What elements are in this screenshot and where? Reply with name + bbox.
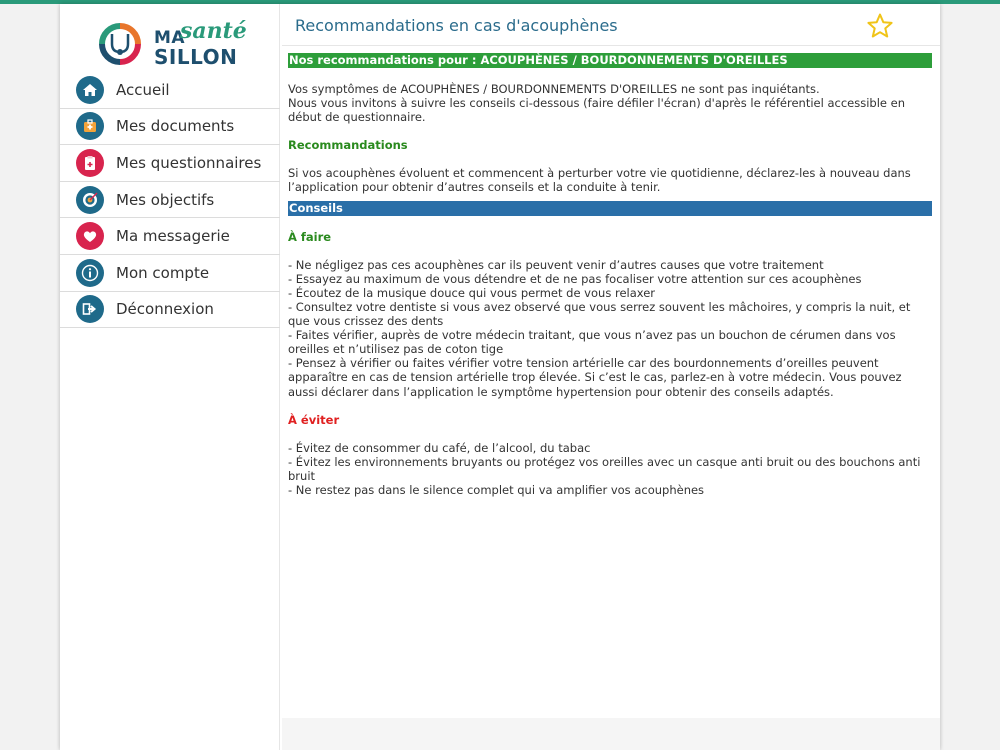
sidebar-item-deconnexion[interactable] [60, 292, 280, 329]
logo-text-sante: santé [180, 18, 247, 44]
list-item: - Pensez à vérifier ou faites vérifier votre tension artérielle car des bourdonnements d’oreilles peuvent apparaître en cas de tension artérielle trop élevée. Si c’est le cas, parlez-en à votre médecin. Vous pouvez aussi déclarer dans l’application le symptôme hypertension pour obtenir des conseils adaptés. [288, 356, 902, 399]
logout-icon [76, 295, 104, 323]
recommendations-title-bar: Nos recommandations pour : ACOUPHÈNES / BOURDONNEMENTS D'OREILLES [288, 53, 932, 68]
list-item: - Écoutez de la musique douce qui vous permet de vous relaxer [288, 285, 656, 300]
conseils-bar: Conseils [288, 201, 932, 216]
a-eviter-list [288, 441, 932, 497]
content-footer [282, 718, 940, 750]
list-item: - Consultez votre dentiste si vous avez observé que vous serrez souvent les mâchoires, y compris la nuit, et que vous crissez des dents [288, 299, 911, 329]
sidebar-item-label: Accueil [116, 80, 170, 99]
list-item: - Ne restez pas dans le silence complet qui va amplifier vos acouphènes [288, 482, 705, 497]
a-eviter-heading: À éviter [288, 412, 340, 427]
sidebar-item-label: Mes questionnaires [116, 153, 262, 172]
intro-line: Vos symptômes de ACOUPHÈNES / BOURDONNEMENTS D'OREILLES ne sont pas inquiétants. [288, 82, 820, 96]
info-icon [76, 259, 104, 287]
sidebar-item-accueil[interactable] [60, 72, 280, 109]
list-item: - Faites vérifier, auprès de votre médecin traitant, que vous n’avez pas un bouchon de cérumen dans vos oreilles et n’utilisez pas de coton tige [288, 328, 896, 357]
target-icon [76, 186, 104, 214]
clipboard-icon [76, 149, 104, 177]
app-frame [60, 4, 940, 750]
logo-text-sillon: SILLON [154, 45, 238, 69]
home-icon [76, 76, 104, 104]
intro-line: Nous vous invitons à suivre les conseils ci-dessous (faire défiler l'écran) d'après le référentiel accessible en début de questionnaire. [288, 96, 905, 125]
star-icon [866, 12, 894, 40]
heart-message-icon [76, 222, 104, 250]
sidebar-item-label: Mes objectifs [116, 190, 215, 209]
list-item: - Évitez de consommer du café, de l’alcool, du tabac [288, 440, 591, 455]
sidebar-nav [60, 72, 280, 328]
sidebar-item-messagerie[interactable] [60, 218, 280, 255]
page-header [282, 4, 940, 46]
sidebar-item-label: Déconnexion [116, 300, 214, 319]
list-item: - Ne négligez pas ces acouphènes car ils peuvent venir d’autres causes que votre traitement [288, 257, 824, 272]
favorite-button[interactable] [866, 12, 896, 42]
logo[interactable] [94, 18, 254, 72]
a-faire-list [288, 258, 932, 399]
sidebar-item-objectifs[interactable] [60, 182, 280, 219]
list-item: - Évitez les environnements bruyants ou protégez vos oreilles avec un casque anti bruit ou des bouchons anti bruit [288, 454, 921, 483]
stethoscope-logo-icon [94, 20, 146, 68]
sidebar-item-label: Mon compte [116, 263, 210, 282]
sidebar-item-documents[interactable] [60, 109, 280, 146]
recommendations-content [288, 53, 932, 497]
main-content [282, 4, 940, 750]
logo-text-ma: MA [154, 28, 186, 48]
list-item: - Essayez au maximum de vous détendre et de ne pas focaliser votre attention sur ces acouphènes [288, 271, 862, 286]
medical-kit-icon [76, 112, 104, 140]
sidebar-item-label: Ma messagerie [116, 227, 230, 246]
sidebar-item-label: Mes documents [116, 117, 235, 136]
sidebar-item-compte[interactable] [60, 255, 280, 292]
intro-paragraph [288, 82, 932, 124]
page-title: Recommandations en cas d'acouphènes [295, 16, 618, 35]
sidebar [60, 4, 280, 750]
recommendations-text: Si vos acouphènes évoluent et commencent à perturber votre vie quotidienne, déclarez-les à nouveau dans l’application pour obtenir d’autres conseils et la conduite à tenir. [288, 166, 911, 195]
recommendations-heading: Recommandations [288, 138, 408, 153]
sidebar-item-questionnaires[interactable] [60, 145, 280, 182]
a-faire-heading: À faire [288, 229, 332, 244]
